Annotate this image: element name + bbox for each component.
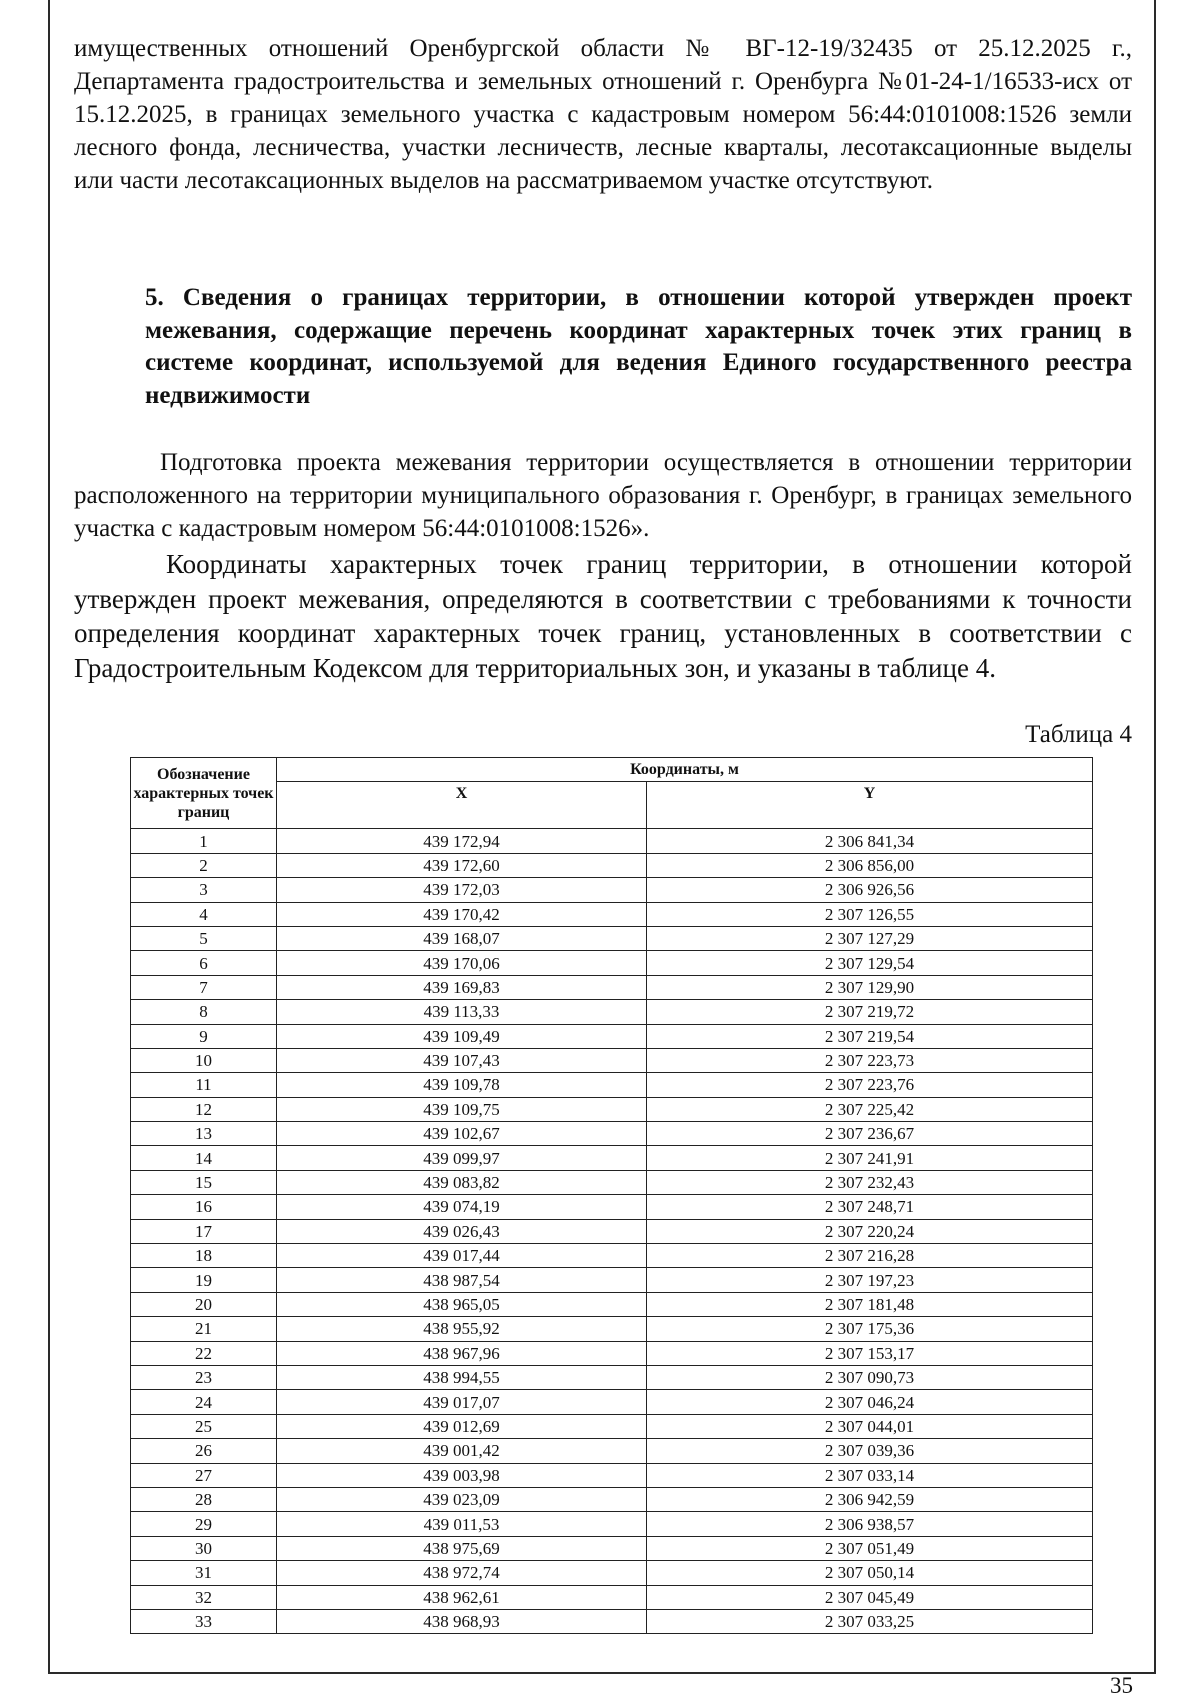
x-coordinate-cell: 439 001,42 — [277, 1439, 647, 1463]
x-coordinate-cell: 439 083,82 — [277, 1170, 647, 1194]
table-row — [131, 1073, 1093, 1097]
y-coordinate-cell: 2 306 926,56 — [647, 878, 1093, 902]
x-coordinate-cell: 439 107,43 — [277, 1048, 647, 1072]
table-row — [131, 1195, 1093, 1219]
point-number-cell: 18 — [131, 1244, 277, 1268]
x-coordinate-cell: 439 023,09 — [277, 1487, 647, 1511]
point-number-cell: 19 — [131, 1268, 277, 1292]
table-row — [131, 1585, 1093, 1609]
y-coordinate-cell: 2 307 181,48 — [647, 1292, 1093, 1316]
point-number-cell: 13 — [131, 1122, 277, 1146]
point-number-cell: 30 — [131, 1536, 277, 1560]
y-coordinate-cell: 2 307 197,23 — [647, 1268, 1093, 1292]
y-coordinate-cell: 2 307 050,14 — [647, 1561, 1093, 1585]
x-coordinate-cell: 439 012,69 — [277, 1414, 647, 1438]
table-row — [131, 1536, 1093, 1560]
y-coordinate-cell: 2 306 942,59 — [647, 1487, 1093, 1511]
table-row — [131, 951, 1093, 975]
header-y: Y — [647, 782, 1093, 829]
table-row — [131, 1390, 1093, 1414]
paragraph-preparation: Подготовка проекта межевания территории осуществляется в отношении территории расположенного на территории муниципального образования г. Оренбург, в границах земельного участка с кадастровым номером 56:44:0101008:1526». — [74, 449, 1132, 542]
table-row — [131, 1024, 1093, 1048]
y-coordinate-cell: 2 307 232,43 — [647, 1170, 1093, 1194]
y-coordinate-cell: 2 307 129,54 — [647, 951, 1093, 975]
x-coordinate-cell: 439 074,19 — [277, 1195, 647, 1219]
y-coordinate-cell: 2 307 129,90 — [647, 975, 1093, 999]
x-coordinate-cell: 439 172,60 — [277, 853, 647, 877]
header-point: Обозначение характерных точек границ — [131, 758, 277, 829]
table-row — [131, 975, 1093, 999]
table-row — [131, 829, 1093, 853]
point-number-cell: 12 — [131, 1097, 277, 1121]
header-coordinates: Координаты, м — [277, 758, 1093, 782]
y-coordinate-cell: 2 307 039,36 — [647, 1439, 1093, 1463]
point-number-cell: 17 — [131, 1219, 277, 1243]
x-coordinate-cell: 438 972,74 — [277, 1561, 647, 1585]
table-row — [131, 1487, 1093, 1511]
point-number-cell: 15 — [131, 1170, 277, 1194]
table-row — [131, 853, 1093, 877]
x-coordinate-cell: 439 169,83 — [277, 975, 647, 999]
paragraph-forest-fund: имущественных отношений Оренбургской области № ВГ-12-19/32435 от 25.12.2025 г., Департамента градостроительства и земельных отношений г. Оренбурга №01-24-1/16533-исх от 15.12.2025, в границах земельного участка с кадастровым номером 56:44:0101008:1526 земли лесного фонда, лесничества, участки лесничеств, лесные кварталы, лесотаксационные выделы или части лесотаксационных выделов на рассматриваемом участке отсутствуют. — [74, 35, 1132, 194]
y-coordinate-cell: 2 307 046,24 — [647, 1390, 1093, 1414]
table-row — [131, 1048, 1093, 1072]
x-coordinate-cell: 439 011,53 — [277, 1512, 647, 1536]
y-coordinate-cell: 2 307 225,42 — [647, 1097, 1093, 1121]
x-coordinate-cell: 439 172,03 — [277, 878, 647, 902]
point-number-cell: 8 — [131, 1000, 277, 1024]
y-coordinate-cell: 2 307 175,36 — [647, 1317, 1093, 1341]
table-row — [131, 1146, 1093, 1170]
y-coordinate-cell: 2 306 856,00 — [647, 853, 1093, 877]
table-row — [131, 1365, 1093, 1389]
point-number-cell: 16 — [131, 1195, 277, 1219]
table-row — [131, 1317, 1093, 1341]
point-number-cell: 24 — [131, 1390, 277, 1414]
x-coordinate-cell: 438 967,96 — [277, 1341, 647, 1365]
table-row — [131, 1244, 1093, 1268]
x-coordinate-cell: 438 955,92 — [277, 1317, 647, 1341]
y-coordinate-cell: 2 307 126,55 — [647, 902, 1093, 926]
x-coordinate-cell: 438 994,55 — [277, 1365, 647, 1389]
point-number-cell: 14 — [131, 1146, 277, 1170]
table-row — [131, 1341, 1093, 1365]
point-number-cell: 7 — [131, 975, 277, 999]
x-coordinate-cell: 439 003,98 — [277, 1463, 647, 1487]
x-coordinate-cell: 439 113,33 — [277, 1000, 647, 1024]
x-coordinate-cell: 439 102,67 — [277, 1122, 647, 1146]
table-body — [131, 829, 1093, 1634]
y-coordinate-cell: 2 307 223,76 — [647, 1073, 1093, 1097]
y-coordinate-cell: 2 307 090,73 — [647, 1365, 1093, 1389]
point-number-cell: 22 — [131, 1341, 277, 1365]
table-row — [131, 1609, 1093, 1633]
x-coordinate-cell: 439 170,42 — [277, 902, 647, 926]
y-coordinate-cell: 2 307 219,72 — [647, 1000, 1093, 1024]
x-coordinate-cell: 439 017,44 — [277, 1244, 647, 1268]
x-coordinate-cell: 439 168,07 — [277, 926, 647, 950]
table-row — [131, 878, 1093, 902]
point-number-cell: 23 — [131, 1365, 277, 1389]
point-number-cell: 20 — [131, 1292, 277, 1316]
table-row — [131, 1561, 1093, 1585]
table-row — [131, 1122, 1093, 1146]
point-number-cell: 27 — [131, 1463, 277, 1487]
point-number-cell: 3 — [131, 878, 277, 902]
y-coordinate-cell: 2 307 033,25 — [647, 1609, 1093, 1633]
table-caption: Таблица 4 — [1025, 721, 1132, 748]
table-row — [131, 1414, 1093, 1438]
point-number-cell: 9 — [131, 1024, 277, 1048]
y-coordinate-cell: 2 307 127,29 — [647, 926, 1093, 950]
y-coordinate-cell: 2 307 248,71 — [647, 1195, 1093, 1219]
x-coordinate-cell: 439 109,75 — [277, 1097, 647, 1121]
point-number-cell: 31 — [131, 1561, 277, 1585]
paragraph-coordinates: Координаты характерных точек границ территории, в отношении которой утвержден проект межевания, определяются в соответствии с требованиями к точности определения координат характерных точек границ, установленных в соответствии с Градостроительным Кодексом для территориальных зон, и указаны в таблице 4. — [74, 549, 1132, 683]
point-number-cell: 32 — [131, 1585, 277, 1609]
y-coordinate-cell: 2 307 220,24 — [647, 1219, 1093, 1243]
table-row — [131, 1439, 1093, 1463]
y-coordinate-cell: 2 307 045,49 — [647, 1585, 1093, 1609]
table-row — [131, 1292, 1093, 1316]
x-coordinate-cell: 439 170,06 — [277, 951, 647, 975]
header-x: X — [277, 782, 647, 829]
point-number-cell: 5 — [131, 926, 277, 950]
y-coordinate-cell: 2 307 241,91 — [647, 1146, 1093, 1170]
point-number-cell: 10 — [131, 1048, 277, 1072]
x-coordinate-cell: 439 109,49 — [277, 1024, 647, 1048]
point-number-cell: 28 — [131, 1487, 277, 1511]
y-coordinate-cell: 2 307 236,67 — [647, 1122, 1093, 1146]
x-coordinate-cell: 439 099,97 — [277, 1146, 647, 1170]
x-coordinate-cell: 439 172,94 — [277, 829, 647, 853]
y-coordinate-cell: 2 307 223,73 — [647, 1048, 1093, 1072]
table-row — [131, 926, 1093, 950]
table-row — [131, 902, 1093, 926]
x-coordinate-cell: 438 987,54 — [277, 1268, 647, 1292]
y-coordinate-cell: 2 307 153,17 — [647, 1341, 1093, 1365]
point-number-cell: 6 — [131, 951, 277, 975]
point-number-cell: 33 — [131, 1609, 277, 1633]
y-coordinate-cell: 2 307 051,49 — [647, 1536, 1093, 1560]
point-number-cell: 25 — [131, 1414, 277, 1438]
section-heading: 5. Сведения о границах территории, в отношении которой утвержден проект межевания, содержащие перечень координат характерных точек этих границ в системе координат, используемой для ведения Единого государственного реестра недвижимости — [145, 284, 1132, 409]
table-row — [131, 1170, 1093, 1194]
x-coordinate-cell: 439 017,07 — [277, 1390, 647, 1414]
y-coordinate-cell: 2 307 219,54 — [647, 1024, 1093, 1048]
table-row — [131, 1219, 1093, 1243]
coordinates-table — [130, 757, 1093, 1634]
y-coordinate-cell: 2 307 044,01 — [647, 1414, 1093, 1438]
x-coordinate-cell: 439 109,78 — [277, 1073, 647, 1097]
table-row — [131, 1463, 1093, 1487]
point-number-cell: 29 — [131, 1512, 277, 1536]
x-coordinate-cell: 438 968,93 — [277, 1609, 647, 1633]
point-number-cell: 1 — [131, 829, 277, 853]
table-row — [131, 1512, 1093, 1536]
point-number-cell: 4 — [131, 902, 277, 926]
table-row — [131, 1268, 1093, 1292]
table-row — [131, 1000, 1093, 1024]
x-coordinate-cell: 438 962,61 — [277, 1585, 647, 1609]
page-number: 35 — [1110, 1673, 1133, 1698]
table-row — [131, 1097, 1093, 1121]
point-number-cell: 2 — [131, 853, 277, 877]
x-coordinate-cell: 438 975,69 — [277, 1536, 647, 1560]
y-coordinate-cell: 2 306 841,34 — [647, 829, 1093, 853]
x-coordinate-cell: 438 965,05 — [277, 1292, 647, 1316]
y-coordinate-cell: 2 306 938,57 — [647, 1512, 1093, 1536]
point-number-cell: 21 — [131, 1317, 277, 1341]
point-number-cell: 11 — [131, 1073, 277, 1097]
x-coordinate-cell: 439 026,43 — [277, 1219, 647, 1243]
point-number-cell: 26 — [131, 1439, 277, 1463]
y-coordinate-cell: 2 307 033,14 — [647, 1463, 1093, 1487]
y-coordinate-cell: 2 307 216,28 — [647, 1244, 1093, 1268]
